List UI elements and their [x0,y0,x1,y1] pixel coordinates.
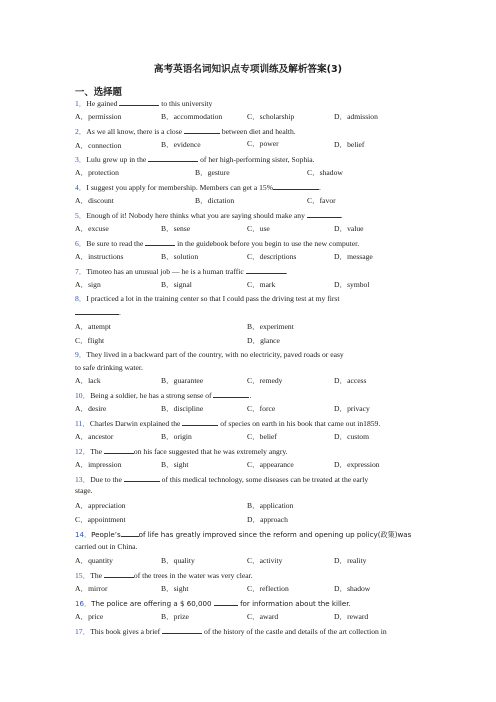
option-b: B．guarantee [161,376,204,385]
option-c: C．activity [247,556,283,565]
question-stem: Being a soldier, he has a strong sense of [90,391,212,400]
question-stem: He gained [86,99,118,108]
question-number: 16． [75,599,92,608]
option-b: B．gesture [195,168,230,177]
question-stem: People’s [91,530,121,539]
option-d: D．value [334,224,364,233]
question-number: 17． [75,627,91,636]
answer-blank [148,154,198,162]
question-stem-end: . [285,267,288,276]
option-c: C．flight [75,336,105,345]
answer-blank [124,474,160,482]
option-c: C．favor [307,196,336,205]
question-stem: Charles Darwin explained the [89,419,181,428]
option-b: B．sight [161,584,189,593]
option-b: B．origin [161,432,192,441]
option-c: C．use [247,224,270,233]
question-stem: Enough of it! Nobody here thinks what you are saying should make any [86,211,305,220]
answer-blank [119,98,159,106]
question-number: 10． [75,391,91,400]
option-d: D．belief [334,140,365,149]
question-number: 13． [75,475,91,484]
question-16 [75,598,351,608]
answer-blank [104,446,134,454]
question-2 [75,126,296,136]
option-c: C．shadow [307,168,343,177]
question-6 [75,238,359,248]
option-a: A．impression [75,460,122,469]
question-stem: I practiced a lot in the training center so that I could pass the driving test at my first [86,294,340,303]
question-stem-end: of species on earth in his book that came out in1859. [220,419,381,428]
question-number: 9． [75,350,87,359]
question-stem: The police are offering a $ 60,000 [91,599,212,608]
answer-blank [213,390,252,400]
question-9-continued [75,362,143,372]
option-c: C．reflection [247,584,289,593]
option-d: D．custom [334,432,370,441]
question-stem-end: for information about the killer. [240,599,351,608]
page-title: 高考英语名词知识点专项训练及解析答案(3) [153,64,343,75]
question-stem: Due to the [90,475,122,484]
option-d: D．access [334,376,367,385]
answer-blank [162,626,202,634]
question-stem-end: . [119,308,121,317]
option-c: C．mark [247,280,276,289]
option-b: B．quality [161,556,195,565]
answer-blank [184,126,220,134]
question-number: 5． [75,211,87,220]
question-stem-end: . [340,211,343,220]
question-stem: As we all know, there is a close [86,127,183,136]
question-number: 15． [75,571,91,580]
question-number: 8． [75,294,87,303]
option-c: C．appearance [247,460,294,469]
question-stem-end: on his face suggested that he was extremely angry. [133,447,288,456]
option-a: A．discount [75,196,114,205]
question-stem: This book gives a brief [90,627,161,636]
question-stem: Lulu grew up in the [86,155,147,164]
question-number: 7． [75,267,87,276]
option-c: C．power [247,139,279,148]
question-13 [75,474,368,484]
answer-blank [246,266,286,274]
answer-blank [104,570,134,578]
question-stem-end: . [319,183,321,192]
question-1 [75,98,212,108]
option-a: A．mirror [75,584,108,593]
answer-blank [307,210,341,218]
question-5 [75,210,343,220]
option-c: C．belief [247,432,277,441]
question-12 [75,446,288,456]
question-stem-end: in the guidebook before you begin to use the new computer. [177,239,360,248]
answer-blank [75,307,119,315]
option-b: B．sight [161,460,189,469]
question-number: 14． [75,530,92,539]
option-a: A．sign [75,280,101,289]
option-d: D．privacy [334,404,370,413]
option-b: B．sense [161,224,191,233]
question-stem-end: of this medical technology, some diseases can be treated at the early [161,475,369,484]
option-a: A．lack [75,376,101,385]
option-b: B．signal [161,280,192,289]
question-stem: They lived in a backward part of the country, with no electricity, paved roads or easy [86,350,344,359]
option-b: B．solution [161,252,199,261]
question-stem: The [90,447,102,456]
answer-blank [182,418,218,426]
question-11 [75,418,380,428]
option-d: D．symbol [334,280,370,289]
option-a: A．connection [75,141,122,150]
question-13-continued: stage. [75,486,93,495]
option-a: A．protection [75,168,119,177]
question-stem: Timoteo has an unusual job — he is a human traffic [86,267,244,276]
option-a: A．desire [75,404,107,413]
option-a: A．ancestor [75,432,114,441]
option-c: C．award [247,612,279,621]
question-7 [75,266,288,276]
question-number: 2． [75,127,87,136]
question-15 [75,570,253,580]
option-b: B．application [247,501,294,510]
question-stem: Be sure to read the [86,239,144,248]
question-number: 6． [75,239,87,248]
question-stem-end: of the trees in the water was very clear. [133,571,253,580]
option-b: B．prize [161,612,189,621]
question-stem-end: between diet and health. [221,127,296,136]
question-8 [75,294,339,303]
option-c: C．appointment [75,515,126,524]
question-stem-end: . [249,391,252,400]
option-c: C．remedy [247,376,283,385]
option-a: A．appreciation [75,501,126,510]
answer-blank [214,598,238,606]
question-number: 3． [75,155,87,164]
question-stem-end: to this university [161,99,213,108]
question-3 [75,154,315,164]
question-number: 1． [75,99,87,108]
question-stem-end: to safe drinking water. [75,363,143,372]
question-stem-end: of the history of the castle and details of the art collection in [204,627,387,636]
option-c: C．scholarship [247,112,295,121]
option-c: C．descriptions [247,252,297,261]
option-d: D．shadow [334,584,371,593]
section-heading: 一、选择题 [75,87,122,98]
question-number: 4． [75,183,87,192]
option-a: A．instructions [75,252,124,261]
option-d: D．approach [247,515,288,524]
option-b: B．evidence [161,140,201,149]
question-stem-end: of life has greatly improved since the reform and opening up policy(政策)was [138,530,412,539]
option-a: A．excuse [75,224,109,233]
question-4 [75,182,321,192]
question-14 [75,529,411,539]
option-a: A．attempt [75,322,111,331]
question-stem-end: of her high-performing sister, Sophia. [200,155,315,164]
option-a: A．permission [75,112,122,121]
option-c: C．force [247,404,276,413]
question-17 [75,626,387,636]
question-14-continued: carried out in China. [75,542,138,551]
answer-blank [145,238,175,246]
option-d: D．expression [334,460,380,469]
option-d: D．reality [334,556,367,565]
answer-blank [121,529,139,537]
option-a: A．quantity [75,556,113,565]
question-stem: The [90,571,102,580]
option-d: D．glance [247,336,280,345]
option-d: D．admission [334,112,378,121]
question-stem: I suggest you apply for membership. Members can get a 15% [86,183,274,192]
answer-blank [273,182,319,190]
question-number: 11． [75,419,90,428]
option-b: B．experiment [247,322,294,331]
option-b: B．dictation [195,196,235,205]
question-number: 12． [75,447,91,456]
option-a: A．price [75,612,104,621]
question-9 [75,350,344,359]
option-b: B．accommodation [161,112,223,121]
option-d: D．message [334,252,373,261]
option-d: D．reward [334,612,369,621]
question-8-continued [75,307,121,317]
question-10 [75,390,251,400]
option-b: B．discipline [161,404,204,413]
